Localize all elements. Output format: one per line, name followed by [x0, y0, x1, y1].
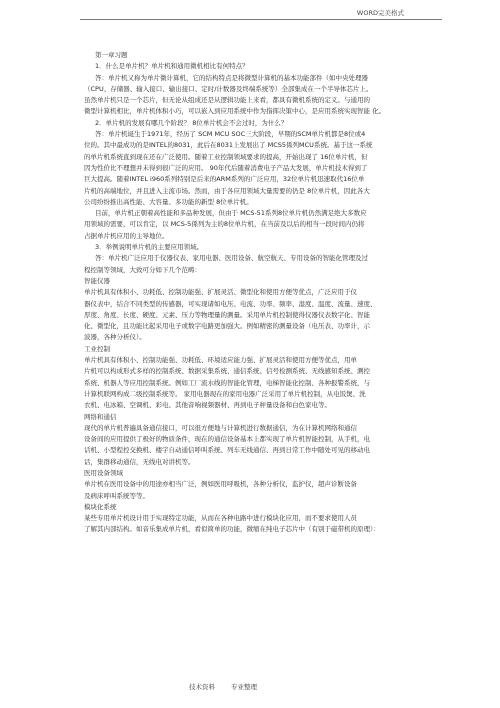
page-footer: [0, 682, 500, 694]
paragraph-line: 程控制等领域，大致可分如下几个范畴：: [84, 265, 201, 274]
paragraph-line: 公司纷纷推出高性能、大容量、多功能的新型 8位单片机。: [84, 197, 253, 206]
chapter-title: 第一章习题: [95, 51, 128, 59]
paragraph-line: 单片机在医用设备中的用途亦相当广泛，例如医用呼吸机，各种分析仪，监护仪，超声诊断设备: [84, 480, 357, 489]
paragraph-line: 位的。其中最成功的是INTEL的8031，此后在8031上发展出了 MCS5係列MCU系统。基于这一系统: [84, 141, 373, 150]
header-divider: [80, 19, 442, 20]
paragraph-line: 片机可以构成形式多样的控制系统、数据采集系统、通信系统、信号检测系统、无线感知系统、测控: [84, 367, 370, 376]
paragraph-line: 设备间的应用提供了极好的物质条件，现在的通信设备基本上都实现了单片机智能控制，从手机，电: [84, 435, 370, 444]
paragraph-line: 计算机联网构成二级控制系统等。 家用电器现在的家用电器广泛采用了单片机控制，从电饭煲、洗: [84, 389, 366, 398]
paragraph-line: 了解其内部结构。如音乐集成单片机，看似简单的功能，微缩在纯电子芯片中（有别于磁带机的原理）：: [84, 525, 380, 534]
paragraph-line: 话，集群移动通信，无线电对讲机等。: [84, 457, 195, 466]
paragraph-line: 因为性价比不理想并未得到很广泛的应用。 90年代后随着消费电子产品大发展，单片机技术得到了: [84, 163, 368, 172]
paragraph-line: 某些专用单片机设计用于实现特定功能，从而在各种电路中进行模块化应用，而不要求使用人员: [84, 514, 357, 523]
section-heading: 医用设备领域: [84, 468, 123, 477]
paragraph-line: 答：单片机诞生于1971年，经历了 SCM MCU SOC三大阶段，早期的SCM单片机都是8位或4: [95, 130, 366, 139]
paragraph-line: 话机、小型程控交换机、楼宇自动通信呼叫系统、列车无线通信、再到日常工作中随处可见的移动电: [84, 446, 370, 455]
paragraph-line: 厚度、角度、长度、硬度、元素、压力等物理量的测量。采用单片机控制使得仪器仪表数字化、智能: [84, 310, 370, 319]
section-heading: 工业控制: [84, 344, 110, 353]
paragraph-line: 系统、机器人等应用控制系统。例如工厂流水线的智能化管理，电梯智能化控制、各种报警系统，与: [84, 378, 370, 387]
paragraph-line: 片机的高端地位，并且进入主流市场。然而，由于各应用领域大量需要的仍是 8位单片机，因此各大: [84, 186, 370, 195]
question-2: 2．单片机的发展有哪几个阶段？ 8位单片机会不会过时，为什么？: [95, 118, 288, 127]
paragraph-line: 答：单片机广泛应用于仪器仪表、家用电器、医用设备、航空航天、专用设备的智能化管理及过: [95, 254, 368, 263]
paragraph-line: 占据单片机应用的主导地位。: [84, 231, 169, 240]
question-3: 3．举例说明单片机的主要应用领域。: [95, 243, 204, 252]
paragraph-line: 及病床呼叫系统等等。: [84, 491, 149, 500]
paragraph-line: 虽然单片机只是一个芯片，但无论从组成还是从逻辑功能上来看，都具有微机系统的定义。与通用的: [84, 96, 370, 105]
footer-left-text: 技术资料: [189, 683, 215, 691]
paragraph-line: 单片机具有体积小、控制功能强、功耗低、环境适应能力强、扩展灵活和使用方便等优点，用单: [84, 356, 357, 365]
paragraph-line: 答：单片机又称为单片微计算机，它的结构特点是将微型计算机的基本功能部件（如中央处理器: [95, 73, 368, 82]
section-heading: 模块化系统: [84, 502, 117, 511]
paragraph-line: 现代的单片机普遍具备通信接口，可以很方便地与计算机进行数据通信，为在计算机网络和通信: [84, 423, 357, 432]
paragraph-line: 波器，各种分析仪）。: [84, 333, 146, 342]
paragraph-line: 巨大提高。随着INTEL i960系列特别是后来的ARM系列的广泛应用，32位单片机迅速取代16位单: [84, 175, 365, 184]
paragraph-line: 单片机具有体积小、功耗低、控制功能强、扩展灵活、微型化和使用方便等优点，广泛应用于仪: [84, 288, 357, 297]
section-heading: 网络和通信: [84, 412, 117, 421]
paragraph-line: 化、微型化，且功能比起采用电子或数字电路更加强大。例如精密的测量设备（电压表、功率计，示: [84, 322, 370, 331]
page-header: [0, 0, 500, 22]
paragraph-line: 用领域的需要，可以肯定，以 MCS-5係列为主的8位单片机，在当前及以后的相当一段时间内仍将: [84, 220, 365, 229]
paragraph-line: 器仪表中，结合不同类型的传感器，可实现诸如电压、电流、功率、频率、湿度、温度、流量、速度、: [84, 299, 377, 308]
paragraph-line: 的单片机系统直到现在还在广泛使用。随着工业控制领域要求的提高，开始出现了 16位单片机，但: [84, 152, 368, 161]
header-title: WORD完美格式: [356, 9, 404, 17]
paragraph-line: 目前，单片机正朝着高性能和多品种发展，但由于 MCS-51系列8位单片机仍然满足绝大多数应: [95, 209, 367, 218]
paragraph-line: 衣机、电冰箱、空调机、彩电、其他音响视频器材、再到电子秤量设备和白色家电等。: [84, 401, 331, 410]
document-body: [84, 50, 446, 536]
paragraph-line: 微型计算机相比，单片机体积小巧，可以嵌入到应用系统中作为指挥决策中心，是应用系统实现智能 化。: [84, 107, 386, 116]
footer-right-text: 专业整理: [231, 683, 257, 691]
paragraph-line: （CPU、存储器、输入接口、输出接口、定时/计数器及终端系统等）全部集成在一个半导体芯片上。: [84, 84, 373, 93]
question-1: 1．什么是单片机？单片机和通用微机相比有何特点？: [95, 62, 249, 71]
section-heading: 智能仪器: [84, 276, 110, 285]
